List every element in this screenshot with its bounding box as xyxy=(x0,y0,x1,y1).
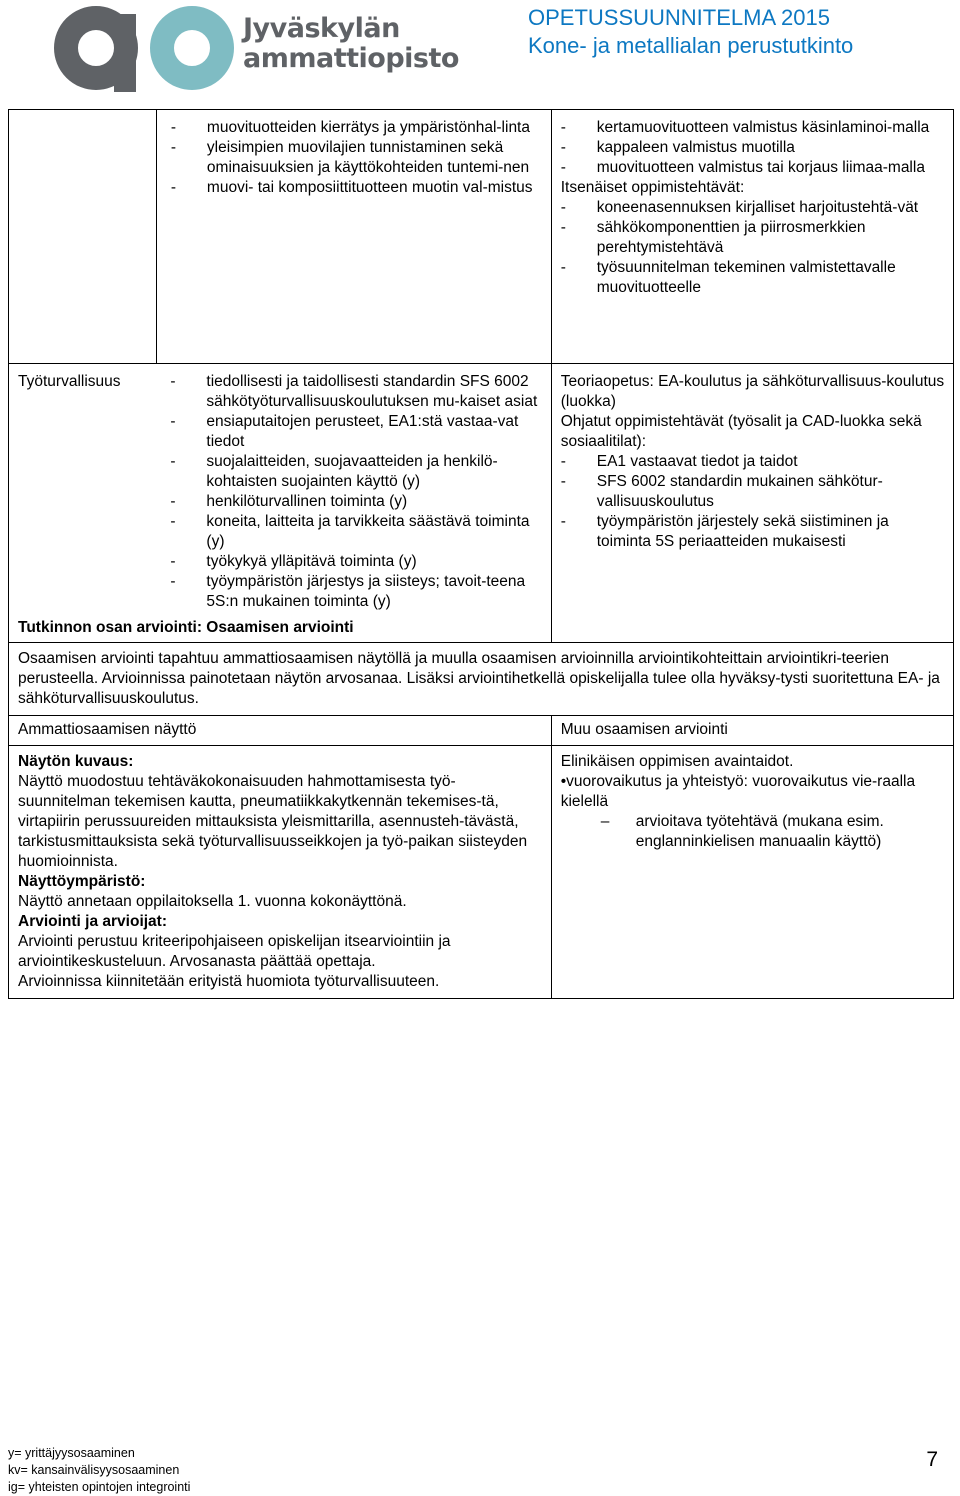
dash-bullet: - xyxy=(560,139,566,156)
list-item-text: työympäristön järjestys ja siisteys; tavoit-teena 5S:n mukainen toiminta (y) xyxy=(206,573,526,610)
list-item xyxy=(170,512,542,552)
list-item xyxy=(171,118,543,138)
section-text: Näyttö annetaan oppilaitoksella 1. vuonna kokonäyttönä. xyxy=(18,893,407,910)
list-item-text: muovituotteen valmistus tai korjaus liimaa-malla xyxy=(596,159,925,176)
list-item-text: henkilöturvallinen toiminta (y) xyxy=(206,493,408,510)
list-item-text: sähkökomponenttien ja piirrosmerkkien perehtymistehtävä xyxy=(596,219,866,256)
column-header-left xyxy=(9,716,552,746)
subheading: Itsenäiset oppimistehtävät: xyxy=(560,179,745,196)
list-item xyxy=(561,452,945,472)
list-item xyxy=(561,512,945,552)
section-heading: Näytön kuvaus: xyxy=(18,753,134,770)
list-item-text: suojalaitteiden, suojavaatteiden ja henkilö-kohtaisten suojainten käyttö (y) xyxy=(206,453,498,490)
methods-cell xyxy=(551,110,953,364)
section-heading: Arviointi ja arvioijat: xyxy=(18,913,168,930)
dash-bullet: - xyxy=(170,553,176,570)
section-text: Näyttö muodostuu tehtäväkokonaisuuden hahmottamisesta työ-suunnitelman tekemisen kautta, pneumatiikkakytkennän tekemises-tä, virtapiirin perussuureiden mittauksista yleismittarilla, asennusteh-tävästä, tarkistusmittauksista sekä työturvallisuusseikkojen ja työ-paikan siisteyden huomioinnista. xyxy=(18,773,528,870)
table-row xyxy=(9,364,954,619)
page-number: 7 xyxy=(926,1448,938,1471)
list-item xyxy=(561,258,945,298)
list-item-text: muovi- tai komposiittituotteen muotin val-mistus xyxy=(206,179,533,196)
logo-wordmark xyxy=(243,14,459,74)
list-item-text: kappaleen valmistus muotilla xyxy=(596,139,795,156)
table-row xyxy=(9,110,954,364)
dash-bullet: - xyxy=(170,139,177,156)
list-item xyxy=(170,372,542,412)
list-item-text: yleisimpien muovilajien tunnistaminen sekä ominaisuuksien ja käyttökohteiden tuntemi-nen xyxy=(206,139,530,176)
title-line2: Kone- ja metallialan perustutkinto xyxy=(528,33,854,58)
table-row xyxy=(9,746,954,999)
content-cell xyxy=(156,110,551,364)
list-item xyxy=(170,552,542,572)
table-row xyxy=(9,716,954,746)
dash-bullet: - xyxy=(560,513,566,530)
dash-bullet: - xyxy=(560,199,566,216)
footnote: ig= yhteisten opintojen integrointi xyxy=(8,1480,191,1494)
list-item xyxy=(561,138,945,158)
list-item xyxy=(561,218,945,258)
section-text: Arvioinnissa kiinnitetään erityistä huomiota työturvallisuuteen. xyxy=(18,973,440,990)
list-item-text: SFS 6002 standardin mukainen sähkötur-vallisuuskoulutus xyxy=(596,473,883,510)
dash-bullet: - xyxy=(560,219,566,236)
list-item xyxy=(170,492,542,512)
section-text: •vuorovaikutus ja yhteistyö: vuorovaikutus vie-raalla kielellä xyxy=(560,773,916,810)
row-label: Työturvallisuus xyxy=(18,373,121,390)
list-item-text: työkykyä ylläpitävä toiminta (y) xyxy=(206,553,417,570)
dash-bullet: - xyxy=(560,259,566,276)
list-item-text: koneenasennuksen kirjalliset harjoitustehtä-vät xyxy=(596,199,919,216)
table-row xyxy=(9,643,954,716)
dash-bullet: - xyxy=(170,179,177,196)
logo-line1: Jyväskylän xyxy=(243,13,400,44)
assessment-heading xyxy=(9,618,552,643)
dash-bullet: - xyxy=(560,119,566,136)
row-label-cell xyxy=(9,110,157,364)
list-item-text: kertamuovituotteen valmistus käsinlaminoi-malla xyxy=(596,119,930,136)
list-item xyxy=(170,572,542,612)
title-line1: OPETUSSUUNNITELMA 2015 xyxy=(528,5,830,30)
text-line: Ohjatut oppimistehtävät (työsalit ja CAD-luokka sekä sosiaalitilat): xyxy=(560,413,922,450)
list-item xyxy=(170,412,542,452)
footnote: kv= kansainvälisyysosaaminen xyxy=(8,1463,180,1477)
column-header-right xyxy=(551,716,953,746)
list-item xyxy=(561,198,945,218)
dash-bullet: - xyxy=(170,573,176,590)
text-line: Teoriaopetus: EA-koulutus ja sähköturvallisuus-koulutus (luokka) xyxy=(560,373,945,410)
list-item xyxy=(171,138,543,178)
assessment-paragraph-cell xyxy=(9,643,954,716)
assessment-paragraph: Osaamisen arviointi tapahtuu ammattiosaamisen näytöllä ja muulla osaamisen arvioinnilla arviointikohteittain arviointikri-teerien perusteella. Arvioinnissa painotetaan näytön arvosanaa. Lisäksi arviointihetkellä opiskelijalla tulee olla hyväksy-tysti suoritettuna EA- ja sähköturvallisuuskoulutus. xyxy=(18,650,940,707)
curriculum-table xyxy=(8,109,954,999)
list-item xyxy=(171,178,543,198)
dash-bullet: - xyxy=(170,513,176,530)
ao-logo xyxy=(52,2,242,94)
list-item-text: tiedollisesti ja taidollisesti standardin SFS 6002 sähkötyöturvallisuuskoulutuksen mu-kaiset asiat xyxy=(206,373,538,410)
section-text: Arviointi perustuu kriteeripohjaiseen opiskelijan itsearviointiin ja arviointikeskusteluun. Arvosanasta päättää opettaja. xyxy=(18,933,451,970)
row-label-cell xyxy=(9,364,157,619)
dash-bullet: - xyxy=(560,473,566,490)
page-header xyxy=(0,0,960,100)
column-header-right-text: Muu osaamisen arviointi xyxy=(560,721,728,738)
dash-bullet: - xyxy=(560,159,566,176)
list-item xyxy=(561,472,945,512)
assessment-heading-text: Tutkinnon osan arviointi: Osaamisen arviointi xyxy=(18,619,354,636)
column-header-left-text: Ammattiosaamisen näyttö xyxy=(18,721,197,738)
dash-bullet: - xyxy=(170,413,176,430)
list-item-text: arvioitava työtehtävä (mukana esim. englanninkielisen manuaalin käyttö) xyxy=(635,813,884,850)
list-item xyxy=(561,118,945,138)
list-item-text: EA1 vastaavat tiedot ja taidot xyxy=(596,453,798,470)
section-text: Elinikäisen oppimisen avaintaidot. xyxy=(560,753,794,770)
dash-bullet: – xyxy=(600,813,610,830)
dash-bullet: - xyxy=(170,119,177,136)
list-item xyxy=(170,452,542,492)
other-assessment-cell xyxy=(551,746,953,999)
document-title xyxy=(528,4,853,60)
dash-bullet: - xyxy=(170,453,176,470)
footer-notes xyxy=(8,1445,190,1496)
dash-bullet: - xyxy=(170,373,176,390)
list-item xyxy=(561,158,945,178)
dash-bullet: - xyxy=(560,453,566,470)
methods-cell xyxy=(551,364,953,643)
demo-description-cell xyxy=(9,746,552,999)
list-item-text: työsuunnitelman tekeminen valmistettavalle muovituotteelle xyxy=(596,259,896,296)
section-heading: Näyttöympäristö: xyxy=(18,873,146,890)
content-cell xyxy=(156,364,551,619)
footnote: y= yrittäjyysosaaminen xyxy=(8,1446,135,1460)
list-item xyxy=(561,812,945,852)
list-item-text: muovituotteiden kierrätys ja ympäristönhal-linta xyxy=(206,119,530,136)
dash-bullet: - xyxy=(170,493,176,510)
list-item-text: ensiaputaitojen perusteet, EA1:stä vastaa-vat tiedot xyxy=(206,413,519,450)
logo-line2: ammattiopisto xyxy=(243,43,459,74)
list-item-text: työympäristön järjestely sekä siistiminen ja toiminta 5S periaatteiden mukaisesti xyxy=(596,513,889,550)
list-item-text: koneita, laitteita ja tarvikkeita säästävä toiminta (y) xyxy=(206,513,530,550)
